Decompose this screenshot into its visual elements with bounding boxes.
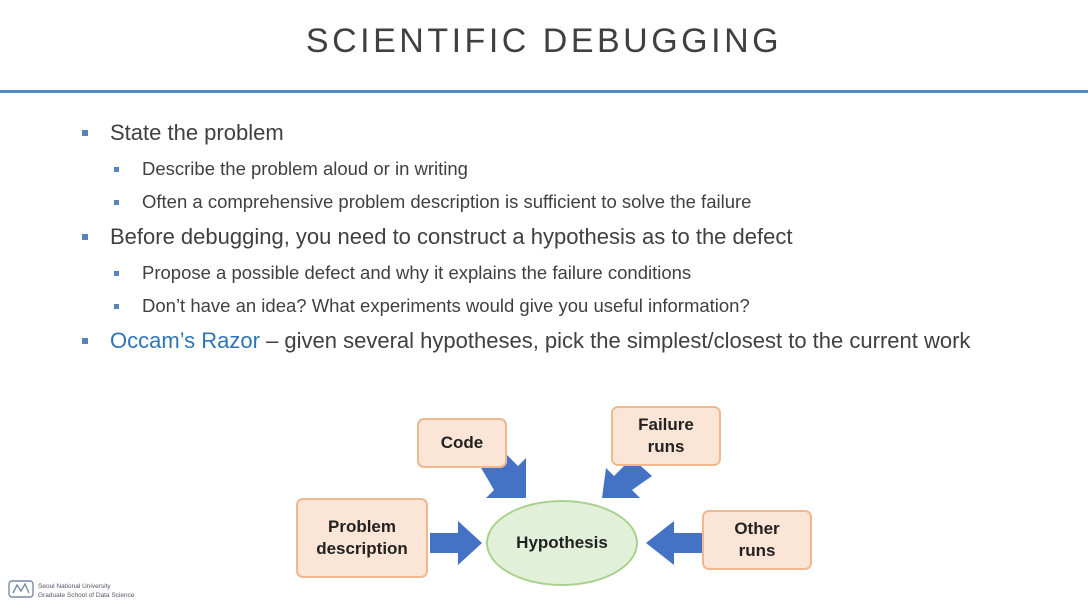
university-logo-icon: [8, 578, 34, 600]
arrow-problem-description-icon: [430, 521, 482, 565]
hypothesis-ellipse: Hypothesis: [486, 500, 638, 586]
slide-title: SCIENTIFIC DEBUGGING: [305, 22, 783, 60]
footer-school: Graduate School of Data Science: [38, 592, 135, 599]
sub-bullet-text: Don’t have an idea? What experiments would give you useful information?: [142, 295, 750, 316]
bullet-text: – given several hypotheses, pick the simplest/closest to the current work: [259, 328, 971, 353]
footer-text: [38, 582, 134, 600]
sub-bullet-text: Propose a possible defect and why it explains the failure conditions: [142, 262, 692, 283]
bullet-text: State the problem: [110, 120, 284, 145]
sub-bullet-text: Describe the problem aloud or in writing: [142, 158, 468, 179]
problem-description-box: Problem description: [296, 498, 428, 578]
occams-razor-highlight: Occam’s Razor: [110, 328, 260, 353]
arrow-other-runs-icon: [646, 521, 702, 565]
other-runs-box: Other runs: [702, 510, 812, 570]
failure-runs-box: Failure runs: [611, 406, 721, 466]
footer: [8, 578, 134, 604]
footer-institution: Seoul National University: [38, 583, 111, 590]
bullet-text: Before debugging, you need to construct a hypothesis as to the defect: [110, 224, 793, 249]
sub-bullet-text: Often a comprehensive problem description is sufficient to solve the failure: [142, 191, 752, 212]
code-box: Code: [417, 418, 507, 468]
